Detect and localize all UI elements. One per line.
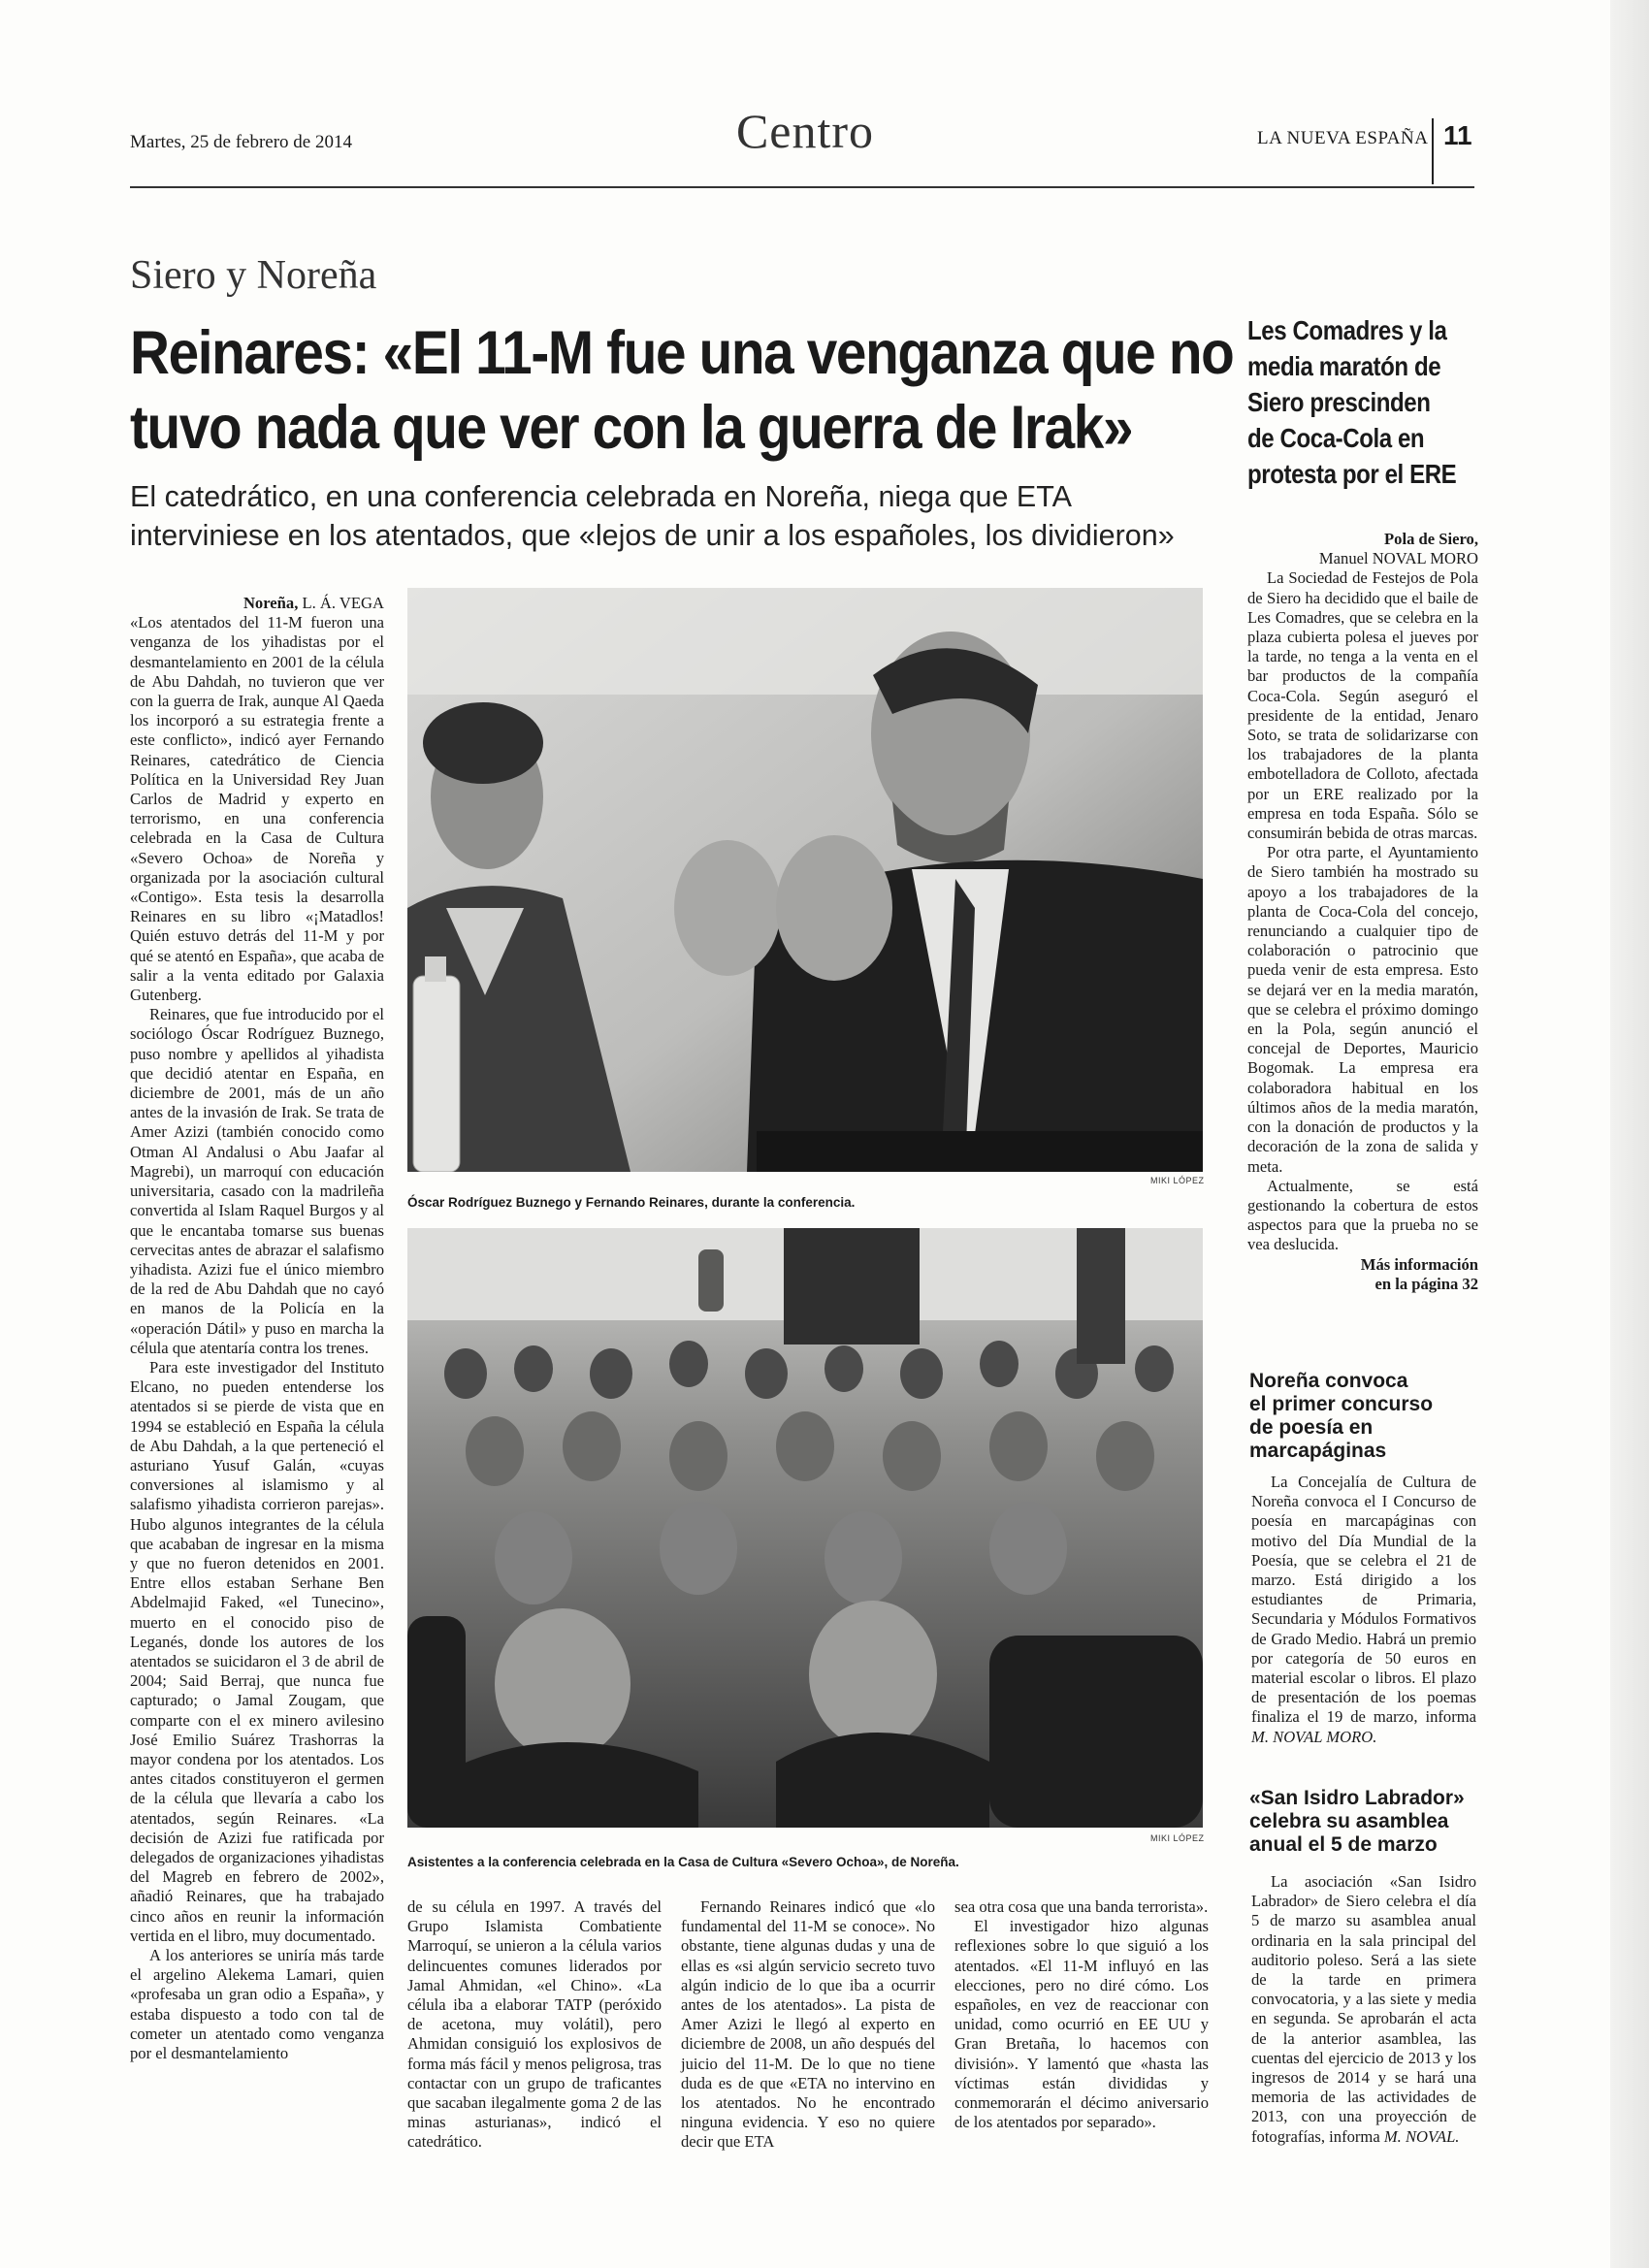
article-paragraph: Fernando Reinares indicó que «lo fundamental del 11-M se conoce». No obstante, tiene algunas dudas y una de ellas es «si algún servicio secreto tuvo algún indicio de lo que iba a ocurrir antes de los atentados». La pista de Amer Azizi le llegó al experto en diciembre de 2008, un año después del juicio del 11-M. De lo que no tiene duda es de que «ETA no intervino en los atentados. No he encontrado ninguna evidencia. Y eso no quiere decir que ETA — [681, 1897, 935, 2152]
photo-caption: Óscar Rodríguez Buznego y Fernando Reinares, durante la conferencia. — [407, 1195, 856, 1210]
article-paragraph: «Los atentados del 11-M fueron una venganza de los yihadistas por el desmantelamiento en 2001 de la célula de Abu Dahdah, no tuvieron que ver con la guerra de Irak, aunque Al Qaeda los incorporó a su estrategia frente a este conflicto», indicó ayer Fernando Reinares, catedrático de Ciencia Política en la Universidad Rey Juan Carlos de Madrid y experto en terrorismo, en una conferencia celebrada en la Casa de Cultura «Severo Ochoa» de Noreña y organizada por la asociación cultural «Contigo». Esta tesis la desarrolla Reinares en su libro «¡Matadlos! Quién estuvo detrás del 11-M y por qué se atentó en España», que acaba de salir a la venta editado por Galaxia Gutenberg. — [130, 613, 384, 1005]
sidebar-headline-line: «San Isidro Labrador» — [1249, 1787, 1465, 1809]
subhead-line-1: El catedrático, en una conferencia celebrada en Noreña, niega que ETA — [130, 480, 1072, 513]
page-number: 11 — [1443, 120, 1472, 150]
subhead-line-2: interviniese en los atentados, que «lejos de unir a los españoles, los dividieron» — [130, 519, 1175, 552]
article-column-1 — [130, 594, 384, 2063]
sidebar-headline-line: el primer concurso — [1249, 1393, 1434, 1415]
sidebar-headline-line: de Coca-Cola en — [1247, 423, 1425, 453]
section-title: Centro — [735, 104, 875, 158]
sidebar-headline-line: Siero prescinden — [1247, 387, 1431, 417]
more-info-line: Más información — [1360, 1254, 1478, 1274]
article-paragraph: Para este investigador del Instituto Elcano, no pueden entenderse los atentados si se pierde de vista que en 1994 se estableció en España la célula de Abu Dahdah, a la que perteneció el asturiano Yusuf Galán, «cuyas conversiones al islamismo y al salafismo yihadista corrieron parejas». Hubo algunos integrantes de la célula que acababan de ingresar en la misma y que no fueron detenidos en 2001. Entre ellos estaban Serhane Ben Abdelmajid Faked, «el Tunecino», muerto en el conocido piso de Leganés, donde los autores de los atentados se suicidaron el 3 de abril de 2004; Said Berraj, que nunca fue capturado; o Jamal Zougam, que comparte con el ex minero avilesino José Emilio Suárez Trashorras la mayor condena por los atentados. Los antes citados constituyeron el germen de la célula que llevaría a cabo los atentados, según Reinares. «La decisión de Azizi fue ratificada por delegados de organizaciones yihadistas del Magreb en febrero de 2002», añadió Reinares, que ha trabajado cinco años en reunir la información vertida en el libro, muy documentado. — [130, 1357, 384, 1945]
sidebar-headline-1 — [1247, 312, 1456, 492]
page-edge-shadow — [1610, 0, 1649, 2268]
article-paragraph: de su célula en 1997. A través del Grupo Islamista Combatiente Marroquí, se unieron a la célula varios delincuentes comunes liderados por Jamal Ahmidan, «el Chino». «La célula iba a elaborar TATP (peróxido de acetona, muy volátil), pero Ahmidan consiguió los explosivos de forma más fácil y menos peligrosa, tras contactar con un grupo de traficantes que sacaban ilegalmente goma 2 de las minas asturianas», indicó el catedrático. — [407, 1897, 662, 2152]
speakers-photo-illustration — [407, 588, 1203, 1172]
sidebar-headline-line: celebra su asamblea — [1249, 1810, 1449, 1832]
article-paragraph: A los anteriores se uniría más tarde el argelino Alekema Lamari, quien «profesaba un gran odio a España», y estaba dispuesto a todo con tal de cometer un atentado como venganza por el desmantelamiento — [130, 1946, 384, 2063]
sidebar-paragraph: Por otra parte, el Ayuntamiento de Siero también ha mostrado su apoyo a los trabajadores de la planta de Coca-Cola del concejo, renunciando a cualquier tipo de colaboración o patrocinio que pueda venir de esta empresa. Esto se dejará ver en la media maratón, que se celebra el próximo domingo en la Pola, según anunció el concejal de Deportes, Mauricio Bogomak. La empresa era colaboradora habitual en los últimos años de la media maratón, con la donación de productos y la decoración de la zona de salida y meta. — [1247, 843, 1478, 1176]
byline-place: Noreña, — [242, 594, 299, 612]
article-paragraph: sea otra cosa que una banda terrorista». — [954, 1897, 1209, 1916]
sidebar-headline-line: marcapáginas — [1249, 1440, 1387, 1462]
headline-line-2: tuvo nada que ver con la guerra de Irak» — [130, 394, 1133, 462]
sidebar-text: La Concejalía de Cultura de Noreña convoca el I Concurso de poesía en marcapáginas con motivo del Día Mundial de la Poesía, que se celebra el 21 de marzo. Está dirigido a los estudiantes de Primaria, Secundaria y Módulos Formativos de Grado Medio. Habrá un premio por categoría de 50 euros en material escolar o libros. El plazo de presentación de los poemas finaliza el 19 de marzo, informa — [1251, 1473, 1476, 1727]
header-divider — [1432, 118, 1434, 184]
more-info-line: en la página 32 — [1374, 1274, 1478, 1293]
sidebar-paragraph — [1251, 1473, 1476, 1747]
sidebar-paragraph: Actualmente, se está gestionando la cobertura de estos aspectos para que la prueba no se vea deslucida. — [1247, 1176, 1478, 1254]
sidebar-signature: M. NOVAL. — [1383, 2126, 1460, 2146]
photo-audience — [407, 1228, 1203, 1828]
sidebar-text: La asociación «San Isidro Labrador» de Siero celebra el día 5 de marzo su asamblea anual ordinaria en la sala principal del auditorio poleso. Será a las siete de la tarde en primera convocatoria, y a las siete y media en segunda. Se aprobarán el acta de la anterior asamblea, las cuentas del ejercicio de 2013 y los ingresos de 2014 y se hará una memoria de las actividades de 2013, con una proyección de fotografías, informa — [1251, 1872, 1476, 2146]
article-column-2 — [407, 1897, 662, 2153]
photo-speakers — [407, 588, 1203, 1172]
sidebar-byline — [1247, 530, 1478, 549]
sidebar-headline-line: media maratón de — [1247, 351, 1441, 381]
article-byline — [130, 594, 384, 613]
sidebar-paragraph: La Sociedad de Festejos de Pola de Siero ha decidido que el baile de Les Comadres, que se celebra en la plaza cubierta polesa el jueves por la tarde, no tenga a la venta en el bar productos de la compañía Coca-Cola. Según aseguró el presidente de la entidad, Jenaro Soto, se trata de solidarizarse con los trabajadores de la planta embotelladora de Colloto, afectada por un ERE realizado por la empresa en toda España. Sólo se consumirán bebida de otras marcas. — [1247, 568, 1478, 843]
headline-line-1: Reinares: «El 11-M fue una venganza que no — [130, 319, 1234, 387]
byline-place: Pola de Siero, — [1384, 530, 1478, 548]
issue-date: Martes, 25 de febrero de 2014 — [130, 132, 352, 152]
sidebar-story-1 — [1247, 530, 1478, 1294]
sidebar-paragraph — [1251, 1872, 1476, 2147]
sidebar-headline-3 — [1249, 1787, 1465, 1857]
byline-author: L. Á. VEGA — [302, 594, 384, 612]
sidebar-headline-line: de poesía en — [1249, 1416, 1374, 1439]
sidebar-headline-2 — [1249, 1370, 1433, 1463]
photo-credit: MIKI LÓPEZ — [1150, 1833, 1205, 1843]
sidebar-story-3 — [1251, 1872, 1476, 2147]
newspaper-name: LA NUEVA ESPAÑA — [1257, 128, 1429, 148]
article-column-4 — [954, 1897, 1209, 2132]
main-subheadline — [130, 477, 1207, 555]
more-info-link[interactable] — [1247, 1255, 1478, 1294]
audience-photo-illustration — [407, 1228, 1203, 1828]
article-paragraph: El investigador hizo algunas reflexiones sobre lo que siguió a los atentados. «El 11-M influyó en las elecciones, pero no diré cómo. Los españoles, en vez de reaccionar con unidad, como ocurrió en EE UU y Gran Bretaña, lo hacemos con división». Y lamentó que «hasta las víctimas están divididas y conmemorarán el décimo aniversario de los atentados por separado». — [954, 1917, 1209, 2132]
photo-caption: Asistentes a la conferencia celebrada en la Casa de Cultura «Severo Ochoa», de Noreña. — [407, 1855, 959, 1869]
sidebar-headline-line: anual el 5 de marzo — [1249, 1833, 1438, 1856]
sidebar-headline-line: Noreña convoca — [1249, 1370, 1408, 1392]
sidebar-headline-line: protesta por el ERE — [1247, 459, 1457, 489]
article-column-3 — [681, 1897, 935, 2153]
sidebar-headline-line: Les Comadres y la — [1247, 315, 1447, 345]
section-kicker: Siero y Noreña — [130, 253, 377, 298]
main-headline — [130, 316, 1234, 466]
sidebar-signature: M. NOVAL MORO. — [1251, 1727, 1377, 1746]
article-paragraph: Reinares, que fue introducido por el sociólogo Óscar Rodríguez Buznego, puso nombre y apellidos al yihadista que decidió atentar en España, en diciembre de 2001, más de un año antes de la invasión de Irak. Se trata de Amer Azizi (también conocido como Otman Al Andalusi o Abu Jaafar al Magrebi), un marroquí con educación universitaria, casado con la madrileña convertida al Islam Raquel Burgos y al que le encantaba tomarse sus buenas cervecitas antes de abrazar el salafismo yihadista. Azizi fue el único miembro de la red de Abu Dahdah que no cayó en manos de la Policía en la «operación Dátil» y puso en marcha la célula que atentaría contra los trenes. — [130, 1005, 384, 1357]
sidebar-byline-author: Manuel NOVAL MORO — [1318, 549, 1478, 568]
header-rule — [130, 186, 1474, 188]
photo-credit: MIKI LÓPEZ — [1150, 1176, 1205, 1185]
sidebar-story-2 — [1251, 1473, 1476, 1747]
